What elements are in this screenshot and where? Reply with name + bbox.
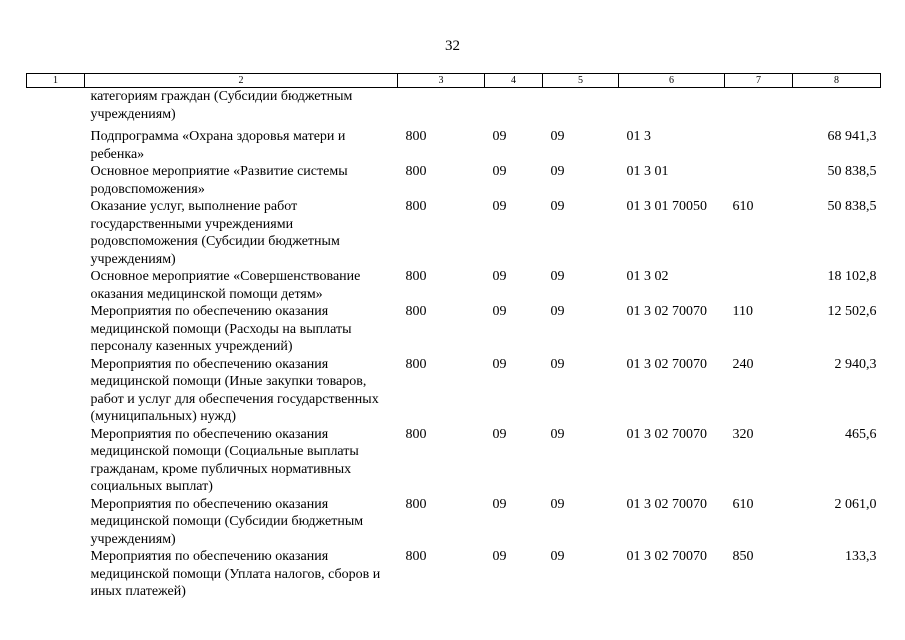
row-vr: 610 (732, 496, 754, 512)
row-rz (485, 88, 543, 124)
row-pr: 09 (550, 164, 565, 179)
row-rz: 09 (492, 549, 507, 564)
row-vr (725, 163, 793, 198)
column-header-3: 3 (398, 74, 485, 88)
column-header-2: 2 (85, 74, 398, 88)
row-vr: 850 (732, 549, 754, 564)
table-row (27, 426, 881, 496)
row-csr: 01 3 02 70070 (626, 304, 707, 319)
row-pr: 09 (550, 129, 565, 144)
row-sum: 18 102,8 (827, 269, 877, 284)
row-pr: 09 (550, 199, 565, 214)
row-name: Мероприятия по обеспечению оказания медицинской помощи (Расходы на выплаты персоналу казенных учреждений) (90, 304, 352, 354)
row-sum: 68 941,3 (827, 129, 877, 144)
row-pr: 09 (550, 426, 565, 442)
row-ved: 800 (405, 356, 427, 372)
page-number: 32 (445, 38, 460, 54)
table-row (27, 303, 881, 356)
table-row (27, 123, 881, 163)
column-header-4: 4 (485, 74, 543, 88)
row-rz: 09 (492, 304, 507, 319)
row-ved (398, 88, 485, 124)
table-body (27, 88, 881, 601)
row-name: Основное мероприятие «Совершенствование оказания медицинской помощи детям» (90, 269, 361, 302)
row-rz: 09 (492, 356, 507, 372)
row-sum (793, 88, 881, 124)
row-ved: 800 (405, 426, 427, 442)
row-csr: 01 3 (626, 129, 651, 144)
row-vr (725, 268, 793, 303)
row-vr: 240 (732, 356, 754, 372)
table-row (27, 163, 881, 198)
row-vr: 110 (732, 304, 753, 319)
row-csr: 01 3 02 70070 (626, 426, 707, 442)
row-ved: 800 (405, 269, 427, 284)
row-name: Мероприятия по обеспечению оказания медицинской помощи (Иные закупки товаров, работ и услуг для обеспечения государственных (муниципальных) нужд) (90, 356, 379, 424)
table-row (27, 268, 881, 303)
column-header-5: 5 (543, 74, 619, 88)
row-ved: 800 (405, 496, 427, 512)
column-header-1: 1 (27, 74, 85, 88)
row-sum: 50 838,5 (827, 164, 877, 179)
row-csr: 01 3 02 70070 (626, 356, 707, 372)
row-name: категориям граждан (Субсидии бюджетным учреждениям) (90, 89, 353, 122)
row-name: Оказание услуг, выполнение работ государственными учреждениями родовспоможения (Субсидии бюджетным учреждениям) (90, 199, 340, 267)
row-name: Мероприятия по обеспечению оказания медицинской помощи (Субсидии бюджетным учреждениям) (90, 496, 364, 547)
column-header-8: 8 (793, 74, 881, 88)
row-pr: 09 (550, 549, 565, 564)
row-ved: 800 (405, 129, 427, 144)
row-csr: 01 3 02 70070 (626, 496, 707, 512)
row-pr (543, 88, 619, 124)
row-rz: 09 (492, 269, 507, 284)
row-csr: 01 3 02 (626, 269, 669, 284)
column-header-6: 6 (619, 74, 725, 88)
row-sum: 2 940,3 (834, 356, 877, 372)
row-pr: 09 (550, 496, 565, 512)
row-name: Основное мероприятие «Развитие системы родовспоможения» (90, 164, 348, 197)
row-ved: 800 (405, 549, 427, 564)
row-name: Мероприятия по обеспечению оказания медицинской помощи (Уплата налогов, сборов и иных платежей) (90, 549, 381, 599)
table-row (27, 88, 881, 124)
table-row (27, 496, 881, 549)
row-sum: 2 061,0 (834, 496, 877, 512)
row-sum: 50 838,5 (827, 199, 877, 214)
row-ved: 800 (405, 199, 427, 214)
row-sum: 133,3 (845, 549, 877, 564)
row-csr: 01 3 01 (626, 164, 669, 179)
row-vr: 610 (732, 199, 754, 214)
row-rz: 09 (492, 164, 507, 179)
row-csr (619, 88, 725, 124)
budget-table (26, 73, 881, 601)
column-header-7: 7 (725, 74, 793, 88)
table-row (27, 548, 881, 601)
row-vr (725, 88, 793, 124)
header-row (27, 74, 881, 88)
row-rz: 09 (492, 199, 507, 214)
table-row (27, 356, 881, 426)
row-pr: 09 (550, 304, 565, 319)
row-pr: 09 (550, 356, 565, 372)
row-sum: 12 502,6 (827, 304, 877, 319)
row-sum: 465,6 (845, 426, 877, 442)
row-ved: 800 (405, 304, 427, 319)
row-rz: 09 (492, 496, 507, 512)
row-csr: 01 3 01 70050 (626, 199, 707, 214)
row-vr: 320 (732, 426, 754, 442)
row-pr: 09 (550, 269, 565, 284)
table-header (27, 74, 881, 88)
row-vr (725, 123, 793, 163)
row-rz: 09 (492, 426, 507, 442)
row-rz: 09 (492, 129, 507, 144)
row-ved: 800 (405, 164, 427, 179)
row-name: Подпрограмма «Охрана здоровья матери и ребенка» (90, 129, 346, 162)
table-row (27, 198, 881, 268)
row-csr: 01 3 02 70070 (626, 549, 707, 564)
row-name: Мероприятия по обеспечению оказания медицинской помощи (Социальные выплаты гражданам, кроме публичных нормативных социальных выплат) (90, 426, 359, 494)
